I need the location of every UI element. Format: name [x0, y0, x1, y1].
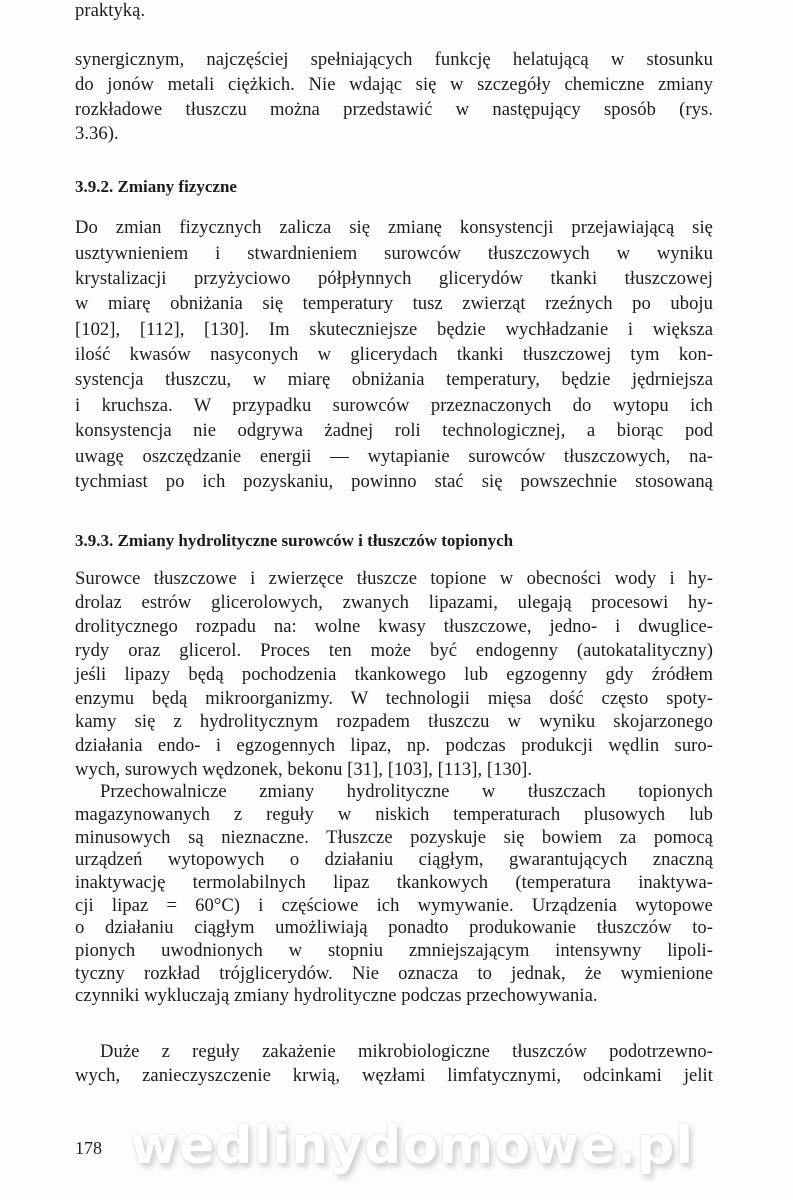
text-line: Surowce tłuszczowe i zwierzęce tłuszcze topione w obecności wody i hy- [75, 568, 713, 589]
text-line: inaktywację termolabilnych lipaz tkankowych (temperatura inaktywa- [75, 872, 713, 893]
text-line: i kruchsza. W przypadku surowców przeznaczonych do wytopu ich [75, 395, 713, 416]
text-line: wych, zanieczyszczenie krwią, węzłami limfatycznymi, odcinkami jelit [75, 1065, 713, 1086]
text-line: ilość kwasów nasyconych w glicerydach tkanki tłuszczowej tym kon- [75, 344, 713, 365]
text-line: w miarę obniżania się temperatury tusz zwierząt rzeźnych po uboju [75, 293, 713, 314]
text-line: wych, surowych wędzonek, bekonu [31], [103], [113], [130]. [75, 759, 533, 780]
text-line: krystalizacji przyżyciowo półpłynnych glicerydów tkanki tłuszczowej [75, 268, 713, 289]
text-line: rozkładowe tłuszczu można przedstawić w następujący sposób (rys. [75, 99, 713, 120]
text-line: praktyką. [75, 0, 146, 21]
text-line: czynniki wykluczają zmiany hydrolityczne podczas przechowywania. [75, 985, 598, 1006]
section-heading: 3.9.3. Zmiany hydrolityczne surowców i tłuszczów topionych [75, 531, 514, 550]
text-line: Przechowalnicze zmiany hydrolityczne w tłuszczach topionych [100, 781, 713, 802]
text-line: uwagę oszczędzanie energii — wytapianie surowców tłuszczowych, na- [75, 446, 713, 467]
text-line: do jonów metali ciężkich. Nie wdając się w szczegóły chemiczne zmiany [75, 74, 713, 95]
page-number: 178 [75, 1138, 102, 1158]
text-line: minusowych są nieznaczne. Tłuszcze pozyskuje się bowiem za pomocą [75, 827, 713, 848]
text-line: o działaniu ciągłym umożliwiają ponadto produkowanie tłuszczów to- [75, 917, 713, 938]
text-line: działania endo- i egzogennych lipaz, np. podczas produkcji wędlin suro- [75, 735, 713, 756]
text-line: systencja tłuszczu, w miarę obniżania temperatury, będzie jędrniejsza [75, 369, 713, 390]
text-line: cji lipaz = 60°C) i częściowe ich wymywanie. Urządzenia wytopowe [75, 895, 713, 916]
text-line: tyczny rozkład trójglicerydów. Nie oznacza to jednak, że wymienione [75, 963, 713, 984]
text-line: tychmiast po ich pozyskaniu, powinno stać się powszechnie stosowaną [75, 471, 713, 492]
text-line: rydy oraz glicerol. Proces ten może być endogenny (autokatalityczny) [75, 640, 713, 661]
text-line: usztywnieniem i stwardnieniem surowców tłuszczowych w wyniku [75, 243, 713, 264]
text-line: magazynowanych z reguły w niskich temperaturach plusowych lub [75, 804, 713, 825]
text-line: synergicznym, najczęściej spełniających funkcję helatującą w stosunku [75, 49, 713, 70]
text-line: [102], [112], [130]. Im skuteczniejsze będzie wychładzanie i większa [75, 319, 713, 340]
text-line: Do zmian fizycznych zalicza się zmianę konsystencji przejawiającą się [75, 217, 713, 238]
text-line: jeśli lipazy będą pochodzenia tkankowego lub egzogenny gdy źródłem [75, 664, 713, 685]
text-line: urządzeń wytopowych o działaniu ciągłym, gwarantujących znaczną [75, 849, 713, 870]
text-line: kamy się z hydrolitycznym rozpadem tłuszczu w wyniku skojarzonego [75, 711, 713, 732]
text-line: pionych uwodnionych w stopniu zmniejszającym intensywny lipoli- [75, 940, 713, 961]
text-line: Duże z reguły zakażenie mikrobiologiczne tłuszczów podotrzewno- [100, 1041, 713, 1062]
text-line: enzymu będą mikroorganizmy. W technologii mięsa dość często spoty- [75, 688, 713, 709]
text-line: drolitycznego rozpadu na: wolne kwasy tłuszczowe, jedno- i dwuglice- [75, 616, 713, 637]
watermark-logo: wedlinydomowe.pl [130, 1116, 695, 1176]
section-heading: 3.9.2. Zmiany fizyczne [75, 177, 237, 196]
text-line: 3.36). [75, 123, 119, 144]
text-line: drolaz estrów glicerolowych, zwanych lipazami, ulegają procesowi hy- [75, 592, 713, 613]
text-line: konsystencja nie odgrywa żadnej roli technologicznej, a biorąc pod [75, 420, 713, 441]
